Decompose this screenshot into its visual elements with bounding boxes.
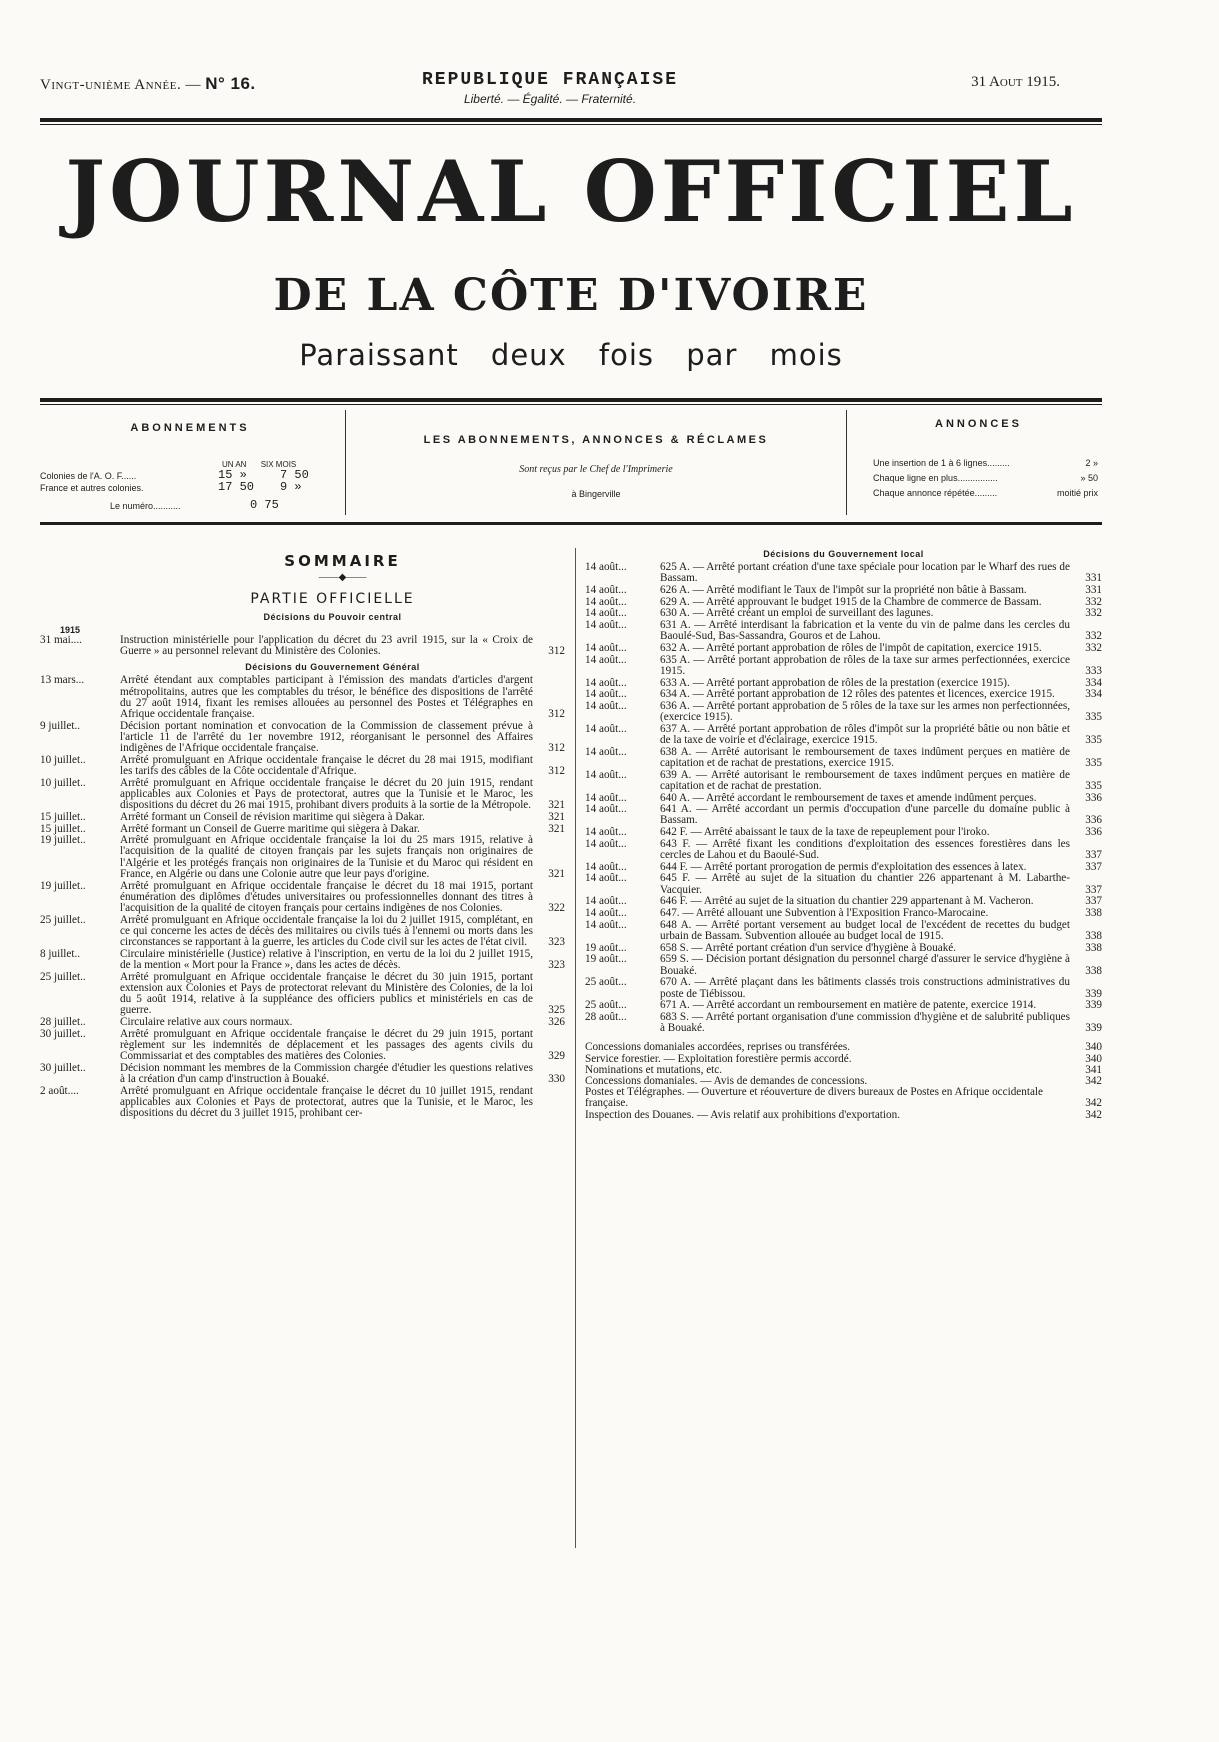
entry-date: 25 juillet.. [40,970,86,983]
summary-entry [585,1000,1102,1011]
ads-heading: ANNONCES [935,418,1022,430]
summary-entry [40,635,565,657]
entry-page: 337 [1085,860,1102,873]
entry-text: Circulaire ministérielle (Justice) relative à l'inscription, en vertu de la loi du 2 juillet 1915, de la mention « Mort pour la France », dans les actes de décès. [120,947,533,971]
entry-page: 335 [1085,779,1102,792]
entry-text: 642 F. — Arrêté abaissant le taux de la taxe de repeuplement pour l'iroko. [660,826,990,839]
summary-entry [585,701,1102,723]
entry-page: 332 [1085,641,1102,654]
entry-text: 644 F. — Arrêté portant prorogation de permis d'exploitation des essences à latex. [660,860,1027,873]
entry-date: 15 juillet.. [40,810,86,823]
ornament-divider: ——◆—— [318,572,367,583]
summary-entry [585,920,1102,942]
misc-text: Nominations et mutations, etc. [585,1063,723,1076]
summary-entry [585,908,1102,919]
summary-entry [585,678,1102,689]
entry-page: 337 [1085,895,1102,908]
entry-date: 14 août... [585,872,627,885]
summary-entry [585,977,1102,999]
summary-entry [585,1012,1102,1034]
republic-motto: Liberté. — Égalité. — Fraternité. [463,92,637,106]
entry-text: Arrêté étendant aux comptables participant à l'émission des mandats d'articles d'argent métropolitains, autres que les comptables du trésor, le bénéfice des dispositions de l'arrêté du 27 août 1914, fixant les remises allouées au personnel des Postes et Télégraphes en Afrique occidentale française. [120,674,533,721]
summary-entry [40,972,565,1017]
entry-text: 633 A. — Arrêté portant approbation de rôles de la prestation (exercice 1915). [660,676,1010,689]
entry-page: 332 [1085,607,1102,620]
summary-entry [585,770,1102,792]
entry-date: 13 mars... [40,674,85,687]
entry-page: 331 [1085,572,1102,585]
col-six-months: SIX MOIS [260,460,297,469]
entry-text: Arrêté formant un Conseil de révision maritime qui siègera à Dakar. [120,810,425,823]
entry-text: 639 A. — Arrêté autorisant le remboursement de taxes indûment perçues en matière de capitation et de rachat de prestation. [660,768,1070,792]
summary-entry [585,747,1102,769]
masthead-top-line [40,70,1060,106]
summary-entry [40,755,565,777]
entry-date: 19 août... [585,941,627,954]
journal-title: JOURNAL OFFICIEL [65,142,1077,241]
entry-text: Arrêté promulguant en Afrique occidentale française le décret du 28 mai 1915, modifiant les tarifs des câbles de la Côte occidentale d'Afrique. [120,753,533,778]
entry-text: 645 F. — Arrêté au sujet de la situation du chantier 226 appartenant à M. Labarthe-Vacquier. [660,872,1070,896]
summary-entry [585,896,1102,907]
entry-date: 25 août... [585,976,627,989]
misc-text: Concessions domaniales. — Avis de demandes de concessions. [585,1074,868,1087]
central-decisions-list [40,635,565,657]
ad-rate-row: Chaque annonce répétée......... moitié prix [873,488,1098,498]
journal-subtitle: DE LA CÔTE D'IVOIRE [273,270,869,321]
section-general: Décisions du Gouvernement Général [245,662,420,673]
entry-page: 323 [548,958,565,971]
entry-page: 332 [1085,595,1102,608]
misc-text: Service forestier. — Exploitation forestière permis accordé. [585,1052,852,1065]
entry-date: 14 août... [585,676,627,689]
entry-page: 326 [548,1016,565,1028]
entry-text: 646 F. — Arrêté au sujet de la situation du chantier 229 appartenant à M. Vacheron. [660,895,1034,908]
entry-text: Arrêté promulguant en Afrique occidentale française la loi du 2 juillet 1915, complétant, en ce qui concerne les actes de décès des militaires ou civils tués à l'ennemi ou morts dans les circonstances se rapportant à la guerre, les articles du Code civil sur les actes de l'état civil. [120,913,533,949]
entry-page: 312 [548,742,565,755]
entry-text: Arrêté promulguant en Afrique occidentale française le décret du 18 mai 1915, portant énumération des diplômes d'études universitaires ou professionnelles donnant des titres à l'acquisition de la qualité de citoyen français pour certains indigènes de nos Colonies. [120,879,533,914]
entry-date: 14 août... [585,607,627,620]
entry-page: 312 [548,645,565,658]
entry-text: 629 A. — Arrêté approuvant le budget 1915 de la Chambre de commerce de Bassam. [660,595,1042,608]
misc-page: 341 [1085,1063,1102,1076]
misc-entry [585,1087,1102,1109]
entry-date: 14 août... [585,895,627,908]
entry-date: 14 août... [585,791,627,804]
entry-date: 28 août... [585,1010,627,1023]
entry-text: Décision portant nomination et convocation de la Commission de classement prévue à l'article 11 de l'arrêté du 1er novembre 1912, réorganisant le personnel des Affaires indigènes de l'Afrique occidentale française. [120,719,533,755]
subscriptions-info-column [345,410,847,515]
entry-page: 334 [1085,676,1102,689]
entry-page: 336 [1085,791,1102,804]
entry-page: 321 [548,810,565,823]
summary-entry [40,915,565,949]
entry-page: 338 [1085,930,1102,942]
entry-text: 671 A. — Arrêté accordant un remboursement en matière de patente, exercice 1914. [660,999,1037,1012]
entry-page: 336 [1085,814,1102,827]
entry-date: 30 juillet.. [40,1027,86,1040]
entry-text: 631 A. — Arrêté interdisant la fabrication et la vente du vin de palme dans les cercles du Baoulé-Sud, Bas-Sassandra, Gouros et de Lahou. [660,619,1070,643]
summary-entry [585,597,1102,608]
misc-text: Postes et Télégraphes. — Ouverture et réouverture de divers bureaux de Postes en Afrique occidentale française. [585,1086,1044,1110]
mid-rule-thin [40,404,1102,405]
issue-info [40,74,340,94]
entry-date: 19 juillet.. [40,879,86,892]
subscriptions-info-heading: LES ABONNEMENTS, ANNONCES & RÉCLAMES [423,434,769,446]
entry-text: 640 A. — Arrêté accordant le remboursement de taxes et amende indûment perçues. [660,791,1037,804]
entry-text: 635 A. — Arrêté portant approbation de rôles de la taxe sur armes perfectionnées, exercice 1915. [660,653,1070,677]
summary-entry [40,812,565,823]
subscriptions-received: Sont reçus par le Chef de l'Imprimerie [519,464,673,475]
summary-entry [585,827,1102,838]
entry-page: 338 [1085,907,1102,920]
entry-date: 30 juillet.. [40,1061,86,1074]
entry-date: 14 août... [585,595,627,608]
entry-page: 331 [1085,583,1102,596]
summary-entry [40,721,565,755]
entry-page: 332 [1085,630,1102,643]
entry-text: 626 A. — Arrêté modifiant le Taux de l'impôt sur la propriété non bâtie à Bassam. [660,583,1027,596]
entry-date: 14 août... [585,745,627,758]
entry-page: 338 [1085,941,1102,954]
entry-date: 28 juillet.. [40,1016,86,1028]
entry-page: 323 [548,936,565,949]
top-rule-thin [40,124,1102,125]
misc-text: Inspection des Douanes. — Avis relatif aux prohibitions d'exportation. [585,1108,900,1121]
summary-entry [40,1017,565,1028]
summary-entry [585,643,1102,654]
entry-page: 334 [1085,688,1102,701]
entry-text: 625 A. — Arrêté portant création d'une taxe spéciale pour location par le Wharf des rues de Bassam. [660,561,1070,585]
entry-date: 10 juillet.. [40,776,86,789]
entry-text: 643 F. — Arrêté fixant les conditions d'exploitation des essences forestières dans les cercles de Lahou et du Baoulé-Sud. [660,837,1070,862]
summary-entry [40,1063,565,1085]
republic-block [340,70,760,106]
summary-entry [585,608,1102,619]
summary-right-column [585,548,1102,1121]
summary-entry [40,1086,565,1120]
section-central: Décisions du Pouvoir central [263,612,402,622]
entry-page: 312 [548,765,565,778]
entry-text: Arrêté promulguant en Afrique occidentale française la loi du 25 mars 1915, relative à l'acquisition de la qualité de citoyen français par les sujets français non originaires de l'Algérie et les protégés français non originaires de la Tunisie et du Maroc qui résident en France, en Algérie ou dans une Colonie autre que leur pays d'origine. [120,834,533,880]
entry-date: 10 juillet.. [40,753,86,766]
entry-text: Circulaire relative aux cours normaux. [120,1016,293,1028]
entry-page: 322 [548,901,565,914]
ad-rate-row: Une insertion de 1 à 6 lignes......... 2 » [873,458,1098,468]
entry-text: 670 A. — Arrêté plaçant dans les bâtiments classés trois constructions administratives du poste de Tiébissou. [660,976,1070,1000]
entry-page: 330 [548,1073,565,1086]
entry-text: 638 A. — Arrêté autorisant le remboursement de taxes indûment perçues en matière de capitation et de rachat de prestations, exercice 1915. [660,745,1070,769]
summary-entry [40,778,565,812]
ads-column [855,410,1102,515]
summary-entry [585,793,1102,804]
summary-entry [40,949,565,971]
entry-date: 31 mai.... [40,634,82,646]
entry-text: Arrêté formant un Conseil de Guerre maritime qui siègera à Dakar. [120,822,420,835]
entry-text: 636 A. — Arrêté portant approbation de 5 rôles de la taxe sur les armes non perfectionnées, (exercice 1915). [660,699,1070,724]
entry-date: 14 août... [585,561,627,573]
entry-date: 14 août... [585,699,627,712]
entry-text: 634 A. — Arrêté portant approbation de 12 rôles des patentes et licences, exercice 1915. [660,688,1055,701]
mid-rule [40,398,1102,402]
summary-entry [40,675,565,720]
entry-date: 14 août... [585,826,627,839]
issue-date: 31 Aout 1915. [971,74,1060,90]
col-year: UN AN [222,460,247,469]
entry-text: Arrêté promulguant en Afrique occidentale française le décret du 20 juin 1915, rendant applicables aux Colonies et Pays de protectorat, autres que la Tunisie et le Maroc, les dispositions du décret du 26 mai 1915, prohibant divers produits à la sortie de la Métropole. [120,776,533,812]
entry-text: 658 S. — Arrêté portant création d'un service d'hygiène à Bouaké. [660,941,957,954]
entry-date: 19 juillet.. [40,834,86,847]
entry-date: 14 août... [585,803,627,816]
entry-date: 25 juillet.. [40,913,86,926]
summary-columns [40,548,1102,1548]
entry-date: 14 août... [585,619,627,632]
republic-name: REPUBLIQUE FRANÇAISE [421,70,679,90]
summary-entry [40,1029,565,1063]
misc-page: 342 [1085,1108,1102,1121]
entry-date: 14 août... [585,722,627,735]
entry-text: 637 A. — Arrêté portant approbation de rôles d'impôt sur la propriété bâtie ou non bâtie et de la taxe de voirie et d'éclairage, exercice 1915. [660,722,1070,747]
entry-text: 641 A. — Arrêté accordant un permis d'occupation d'une parcelle du domaine public à Bassam. [660,803,1070,827]
entry-page: 312 [548,708,565,721]
summary-year: 1915 [60,625,81,635]
misc-list [585,1042,1102,1120]
entry-page: 339 [1085,1022,1102,1035]
summary-entry [585,839,1102,861]
subscriptions-place: à Bingerville [571,489,621,499]
misc-entry [585,1042,1102,1053]
entry-date: 14 août... [585,653,627,666]
entry-page: 321 [548,799,565,812]
issue-year: Vingt-unième Année. — [40,77,201,93]
entry-page: 329 [548,1050,565,1063]
summary-entry [40,881,565,915]
entry-page: 321 [548,822,565,835]
entry-date: 14 août... [585,583,627,596]
entry-date: 25 août... [585,999,627,1012]
entry-date: 14 août... [585,837,627,850]
entry-date: 14 août... [585,688,627,701]
misc-page: 340 [1085,1041,1102,1054]
misc-page: 340 [1085,1052,1102,1065]
entry-page: 339 [1085,999,1102,1012]
entry-text: 630 A. — Arrêté créant un emploi de surveillant des lagunes. [660,607,934,620]
entry-page: 325 [548,1004,565,1017]
entry-page: 335 [1085,711,1102,724]
summary-entry [585,873,1102,895]
entry-page: 337 [1085,883,1102,896]
entry-date: 14 août... [585,860,627,873]
entry-text: 632 A. — Arrêté portant approbation de rôles de l'impôt de capitation, exercice 1915. [660,641,1042,654]
box-bottom-rule [40,522,1102,525]
summary-entry [40,824,565,835]
misc-entry [585,1110,1102,1121]
entry-page: 337 [1085,849,1102,862]
entry-page: 333 [1085,664,1102,677]
entry-date: 14 août... [585,768,627,781]
summary-entry [585,655,1102,677]
entry-date: 19 août... [585,953,627,966]
entry-date: 8 juillet.. [40,947,81,960]
subscription-box [40,410,1102,515]
entry-date: 15 juillet.. [40,822,86,835]
summary-entry [585,689,1102,700]
misc-page: 342 [1085,1074,1102,1087]
entry-date: 14 août... [585,907,627,920]
entry-date: 14 août... [585,641,627,654]
local-decisions-list [585,562,1102,1034]
summary-entry [585,954,1102,976]
misc-text: Concessions domaniales accordées, reprises ou transférées. [585,1041,850,1054]
summary-title: SOMMAIRE [284,552,401,570]
entry-text: 648 A. — Arrêté portant versement au budget local de l'excédent de recettes du budget urbain de Bassam. Subvention allouée au budget local de 1915. [660,918,1070,942]
publication-frequency: Paraissant deux fois par mois [299,338,843,372]
entry-text: Arrêté promulguant en Afrique occidentale française le décret du 30 juin 1915, portant extension aux Colonies et Pays de protectorat relevant du Ministère des Colonies, de la loi du 5 août 1914, relative à la suppléance des officiers publics et ministériels en cas de guerre. [120,970,533,1017]
entry-page: 338 [1085,964,1102,977]
entry-page: 336 [1085,826,1102,839]
summary-entry [585,724,1102,746]
entry-page: 339 [1085,987,1102,1000]
entry-page: 335 [1085,756,1102,769]
entry-text: Arrêté promulguant en Afrique occidentale française le décret du 10 juillet 1915, rendant applicables aux Colonies et Pays de protectorat, autres que la Tunisie, et le Maroc, les dispositions du décret du 3 juillet 1915, prohibant cer- [120,1084,533,1120]
summary-entry [585,804,1102,826]
part-title: PARTIE OFFICIELLE [250,591,415,607]
entry-date: 14 août... [585,918,627,931]
entry-date: 2 août.... [40,1084,79,1097]
entry-text: Arrêté promulguant en Afrique occidentale française le décret du 29 juin 1915, portant règlement sur les indemnités de déplacement et les passages des agents civils du Commissariat et des comptables des matières des Colonies. [120,1027,533,1063]
summary-entry [585,562,1102,584]
section-local: Décisions du Gouvernement local [763,549,924,559]
summary-entry [585,862,1102,873]
ad-rate-row: Chaque ligne en plus................ » 50 [873,473,1098,483]
entry-text: Instruction ministérielle pour l'application du décret du 23 avril 1915, sur la « Croix de Guerre » au personnel relevant du Ministère des Colonies. [120,634,533,658]
entry-text: 647. — Arrêté allouant une Subvention à l'Exposition Franco-Marocaine. [660,907,989,920]
column-separator [575,548,576,1548]
subscriptions-column: ABONNEMENTS UN AN SIX MOIS Colonies de l'A. O. F...... 15 » 7 50 France et autres colonies. 17 50 9 » Le numéro........... 0 75 [40,410,340,515]
summary-entry [585,620,1102,642]
issue-number: N° 16. [205,74,256,93]
top-rule [40,118,1102,122]
subscriptions-heading: ABONNEMENTS [130,422,250,434]
general-decisions-list [40,675,565,1119]
summary-entry [585,943,1102,954]
entry-text: 659 S. — Décision portant désignation du personnel chargé d'assurer le service d'hygiène à Bouaké. [660,953,1070,977]
summary-left-column [40,548,565,1120]
entry-page: 321 [548,867,565,880]
entry-text: 683 S. — Arrêté portant organisation d'une commission d'hygiène et de salubrité publiques à Bouaké. [660,1010,1070,1035]
entry-date: 9 juillet.. [40,719,81,732]
entry-text: Décision nommant les membres de la Commission chargée d'étudier les questions relatives à la création d'un camp d'instruction à Bouaké. [120,1061,533,1086]
entry-page: 335 [1085,734,1102,747]
misc-page: 342 [1085,1097,1102,1110]
summary-entry [585,585,1102,596]
summary-entry [40,835,565,880]
